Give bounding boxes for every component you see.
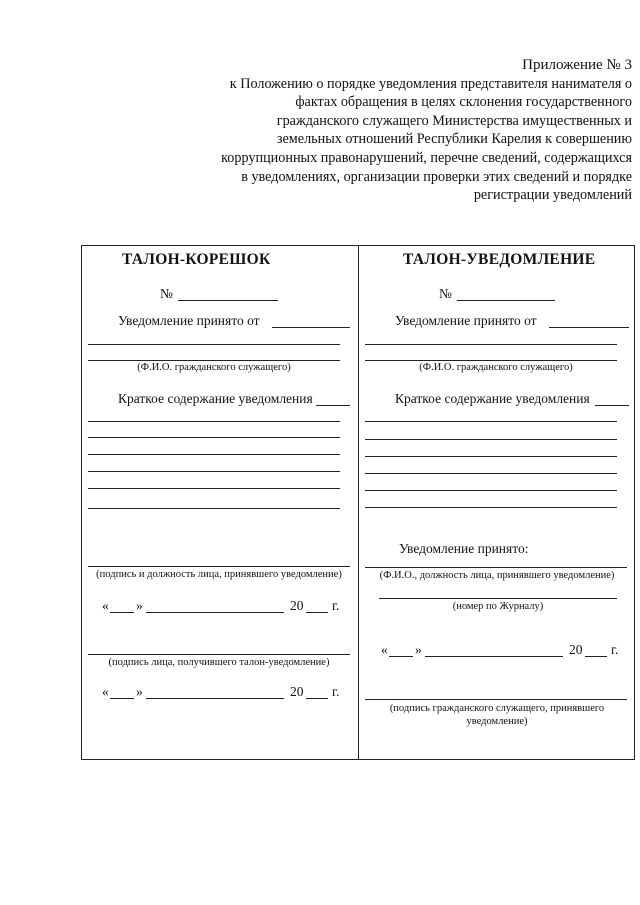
notice-summary-field[interactable] bbox=[595, 405, 629, 406]
stub-signature-line[interactable] bbox=[88, 566, 350, 567]
appendix-title: Приложение № 3 bbox=[522, 57, 632, 73]
coupon-table bbox=[81, 245, 635, 760]
stub-year-suffix: г. bbox=[332, 598, 340, 613]
stub-summary-line-4[interactable] bbox=[88, 471, 340, 472]
stub-year-prefix: 20 bbox=[290, 598, 304, 613]
notice-fio-line-1[interactable] bbox=[365, 344, 617, 345]
appendix-subtitle: к Положению о порядке уведомления представителя нанимателя о фактах обращения в целях склонения государственного гражданского служащего Министерства имущественных и земельных отношений Республики Карелия к совершению коррупционных правонарушений, перечне сведений, содержащихся в уведомлениях, организации проверки этих сведений и порядке регистрации уведомлений bbox=[221, 75, 632, 204]
stub-summary-line-3[interactable] bbox=[88, 454, 340, 455]
stub-number-field[interactable] bbox=[178, 300, 278, 301]
notice-summary-line-4[interactable] bbox=[365, 473, 617, 474]
notice-date-open-quote: « bbox=[381, 642, 388, 657]
appendix-header bbox=[212, 56, 632, 205]
notice-signature-line[interactable] bbox=[365, 699, 627, 700]
notice-date-close-quote: » bbox=[415, 642, 422, 657]
notice-journal-caption: (номер по Журналу) bbox=[452, 601, 544, 612]
notice-year-suffix: г. bbox=[611, 642, 619, 657]
notice-accepter-line[interactable] bbox=[365, 567, 627, 568]
notice-number-label: № bbox=[439, 286, 452, 301]
stub-received-from-field[interactable] bbox=[272, 327, 350, 328]
stub-summary-line-2[interactable] bbox=[88, 437, 340, 438]
notice-accepter-caption: (Ф.И.О., должность лица, принявшего уведомление) bbox=[379, 570, 615, 581]
stub-column bbox=[82, 246, 358, 759]
stub-year2-suffix: г. bbox=[332, 684, 340, 699]
notice-date-month-field[interactable] bbox=[425, 656, 563, 657]
notice-column bbox=[359, 246, 635, 759]
stub-recipient-caption: (подпись лица, получившего талон-уведомление) bbox=[108, 657, 330, 668]
stub-date2-close-quote: » bbox=[136, 684, 143, 699]
notice-fio-line-2[interactable] bbox=[365, 360, 617, 361]
notice-title: ТАЛОН-УВЕДОМЛЕНИЕ bbox=[403, 251, 596, 268]
stub-summary-field[interactable] bbox=[316, 405, 350, 406]
stub-year2-prefix: 20 bbox=[290, 684, 304, 699]
notice-summary-label: Краткое содержание уведомления bbox=[395, 391, 590, 406]
stub-received-from-label: Уведомление принято от bbox=[118, 313, 260, 328]
stub-number-label: № bbox=[160, 286, 173, 301]
stub-date2-open-quote: « bbox=[102, 684, 109, 699]
notice-received-from-label: Уведомление принято от bbox=[395, 313, 537, 328]
notice-summary-line-2[interactable] bbox=[365, 439, 617, 440]
stub-year-field[interactable] bbox=[306, 612, 328, 613]
notice-year-field[interactable] bbox=[585, 656, 607, 657]
stub-summary-label: Краткое содержание уведомления bbox=[118, 391, 313, 406]
notice-fio-caption: (Ф.И.О. гражданского служащего) bbox=[419, 362, 573, 373]
stub-date-close-quote: » bbox=[136, 598, 143, 613]
stub-date2-month-field[interactable] bbox=[146, 698, 284, 699]
notice-number-field[interactable] bbox=[457, 300, 555, 301]
stub-date-open-quote: « bbox=[102, 598, 109, 613]
stub-fio-caption: (Ф.И.О. гражданского служащего) bbox=[137, 362, 291, 373]
stub-fio-line-2[interactable] bbox=[88, 360, 340, 361]
stub-summary-line-6[interactable] bbox=[88, 508, 340, 509]
notice-journal-line[interactable] bbox=[379, 598, 617, 599]
stub-summary-line-1[interactable] bbox=[88, 421, 340, 422]
notice-received-from-field[interactable] bbox=[549, 327, 629, 328]
notice-summary-line-6[interactable] bbox=[365, 507, 617, 508]
stub-signature-caption: (подпись и должность лица, принявшего уведомление) bbox=[96, 569, 342, 580]
stub-date-day-field[interactable] bbox=[110, 612, 134, 613]
stub-recipient-line[interactable] bbox=[88, 654, 350, 655]
stub-year2-field[interactable] bbox=[306, 698, 328, 699]
notice-date-day-field[interactable] bbox=[389, 656, 413, 657]
notice-signature-caption: (подпись гражданского служащего, принявшего уведомление) bbox=[389, 703, 605, 727]
notice-accepted-label: Уведомление принято: bbox=[399, 541, 529, 556]
notice-summary-line-5[interactable] bbox=[365, 490, 617, 491]
notice-summary-line-3[interactable] bbox=[365, 456, 617, 457]
stub-title: ТАЛОН-КОРЕШОК bbox=[122, 251, 271, 268]
notice-summary-line-1[interactable] bbox=[365, 421, 617, 422]
notice-year-prefix: 20 bbox=[569, 642, 583, 657]
stub-date2-day-field[interactable] bbox=[110, 698, 134, 699]
stub-fio-line-1[interactable] bbox=[88, 344, 340, 345]
stub-date-month-field[interactable] bbox=[146, 612, 284, 613]
stub-summary-line-5[interactable] bbox=[88, 488, 340, 489]
